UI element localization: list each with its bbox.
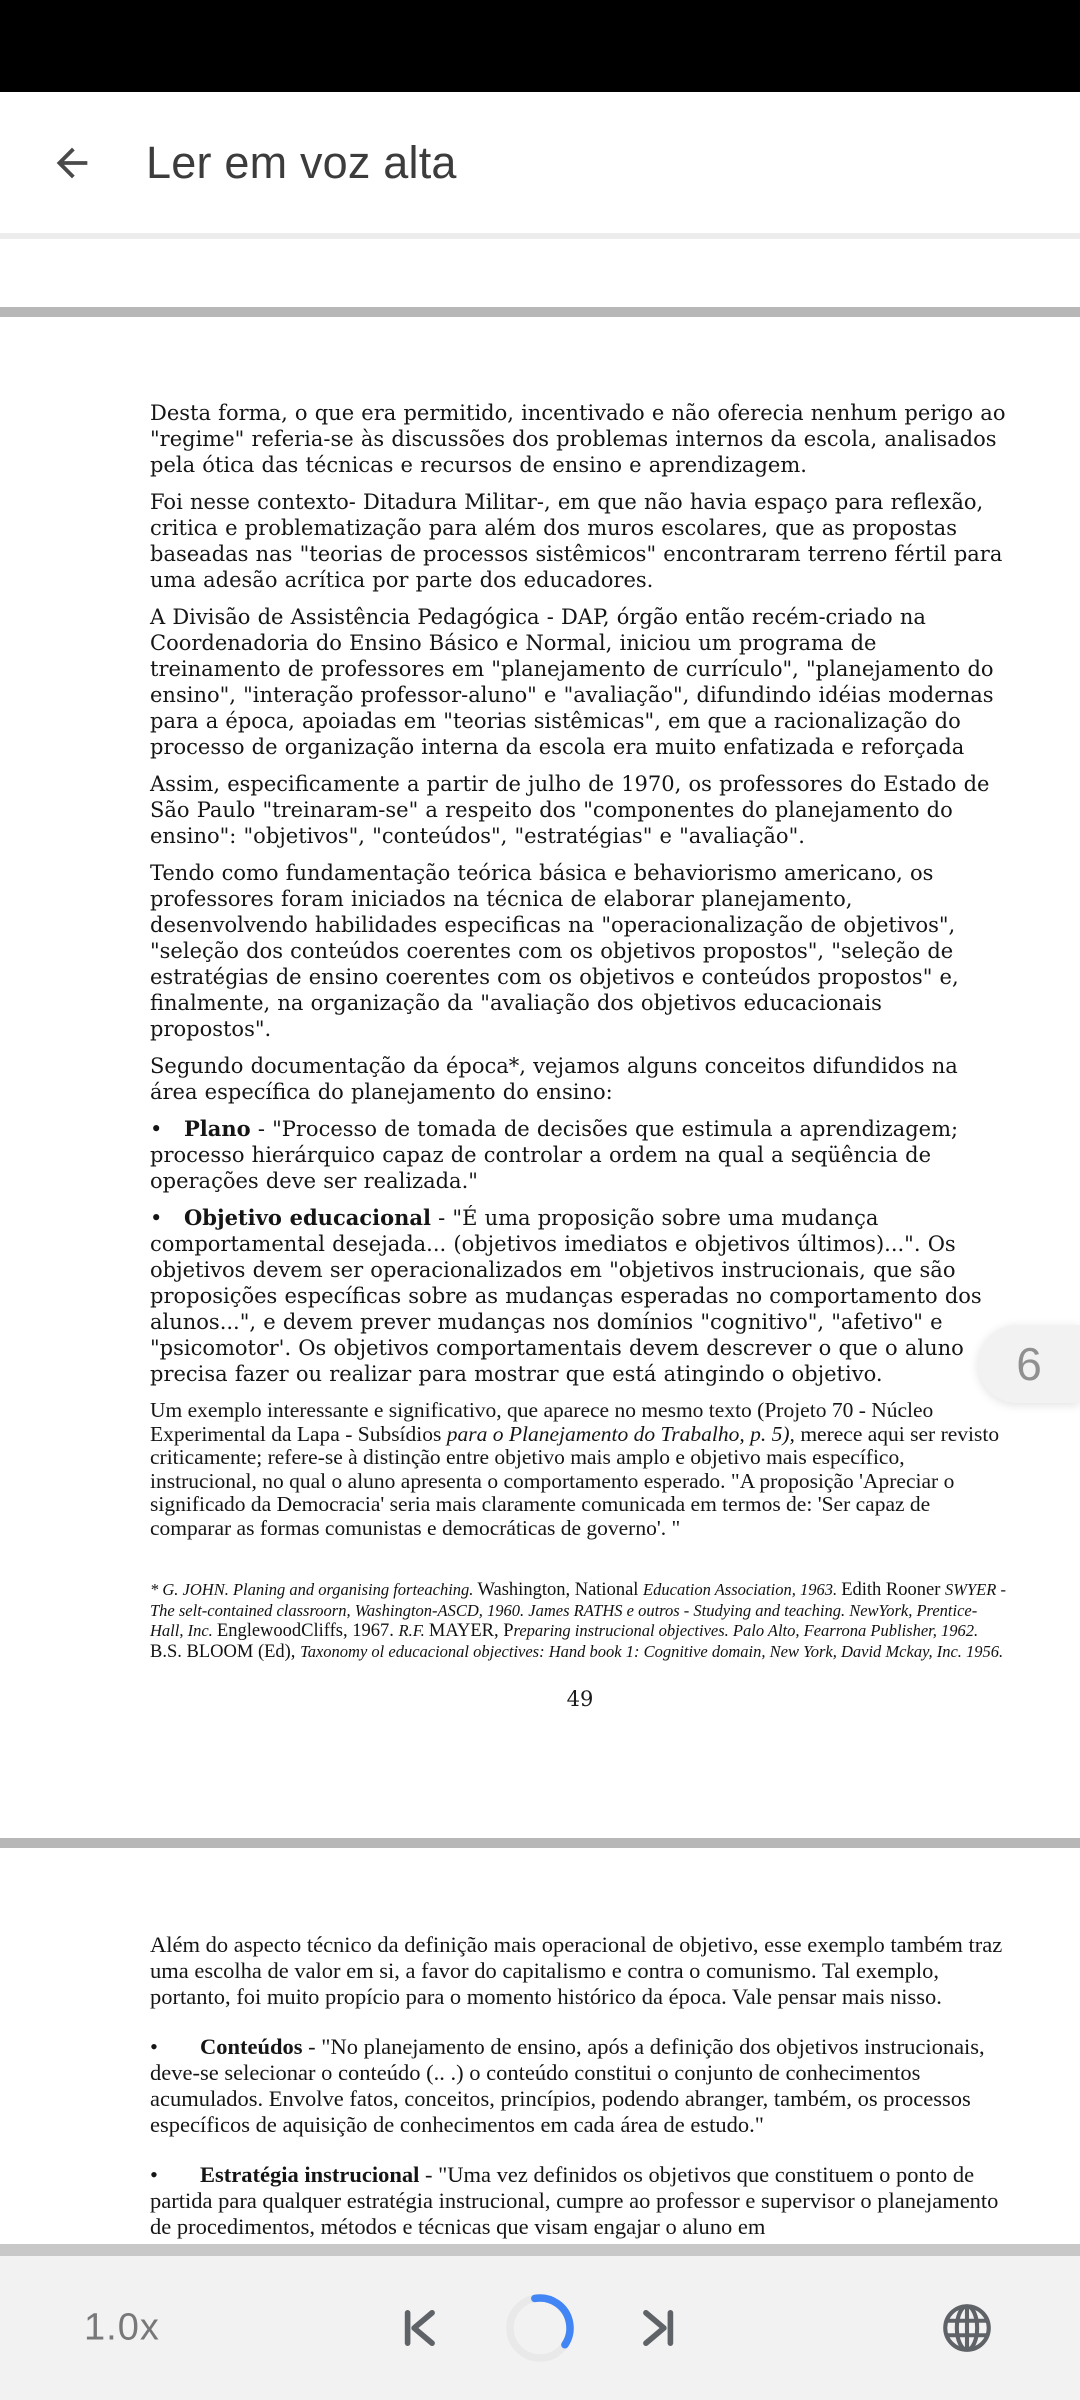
document-paragraph: [150, 860, 1010, 1042]
globe-icon: [938, 2299, 996, 2357]
text-run: Taxonomy ol educacional objectives: Hand book 1: Cognitive domain, New York, David Mckay, Inc. 1956.: [300, 1641, 1004, 1661]
back-button[interactable]: [44, 135, 100, 191]
play-pause-loading-button[interactable]: [502, 2290, 578, 2366]
document-bullet: [150, 2034, 1010, 2138]
document-bullet: [150, 1116, 1010, 1194]
text-run: para o Planejamento do Trabalho, p. 5),: [446, 1421, 795, 1446]
footnote: [150, 1580, 1010, 1662]
loading-spinner-icon: [502, 2290, 578, 2366]
player-controls: [0, 2256, 1080, 2400]
text-run: - "É uma proposição sobre uma mudança comportamental desejada... (objetivos imediatos e objetivos últimos)...". Os objetivos devem ser operacionalizados em "objetivos instrucionais, que são proposições específicas sobre as mudanças esperadas no comportamento dos alunos...", e devem prever mudanças nos domínios "cognitivo", "afetivo" e "psicomotor'. Os objetivos comportamentais devem descrever o que o aluno precisa fazer ou realizar para mostrar que está atingindo o objetivo.: [150, 1206, 982, 1386]
text-run: reparing instrucional objectives. Palo Alto, Fearrona Publisher, 1962.: [513, 1621, 979, 1640]
text-run: Um exemplo interessante e significativo, que aparece no mesmo texto (Projeto 70 - Núcleo Experimental da Lapa - Subsídios: [150, 1398, 934, 1446]
page-2-content: [150, 1932, 1010, 2240]
text-run: Education Association, 1963.: [643, 1580, 842, 1599]
document-paragraph: [150, 489, 1010, 593]
status-bar: [0, 0, 1080, 92]
player-bar: [0, 2244, 1080, 2400]
text-run: •: [150, 1117, 163, 1141]
text-run: - "Uma vez definidos os objetivos que constituem o ponto de partida para qualquer estratégia instrucional, cumpre ao professor e supervisor o planejamento de procedimentos, métodos e técnicas que visam engajar o aluno em: [150, 2162, 999, 2239]
skip-previous-button[interactable]: [392, 2302, 444, 2354]
text-run: Plano: [184, 1116, 251, 1141]
document-paragraph: [150, 400, 1010, 478]
page-separator-top: [0, 307, 1080, 317]
skip-previous-icon: [392, 2302, 444, 2354]
text-run: Desta forma, o que era permitido, incentivado e não oferecia nenhum perigo ao "regime" referia-se às discussões dos problemas internos da escola, analisados pela ótica das técnicas e recursos de ensino e aprendizagem.: [150, 401, 1006, 477]
text-run: •: [150, 2034, 158, 2059]
text-run: Segundo documentação da época*, vejamos alguns conceitos difundidos na área específica do planejamento do ensino:: [150, 1054, 958, 1104]
text-run: Foi nesse contexto- Ditadura Militar-, em que não havia espaço para reflexão, critica e problematização para além dos muros escolares, que as propostas baseadas nas "teorias de processos sistêmicos" encontraram terreno fértil para uma adesão acrítica por parte dos educadores.: [150, 490, 1003, 592]
language-button[interactable]: [938, 2299, 996, 2357]
text-run: Objetivo educacional: [184, 1205, 431, 1230]
text-run: R.F.: [398, 1621, 429, 1640]
text-run: Edith Rooner: [841, 1580, 945, 1600]
page-number: 49: [566, 1687, 594, 1711]
document-paragraph: [150, 1932, 1010, 2010]
text-run: A Divisão de Assistência Pedagógica - DAP, órgão então recém-criado na Coordenadoria do Ensino Básico e Normal, iniciou um programa de treinamento de professores em "planejamento de currículo", "planejamento do ensino", "interação professor-aluno" e "avaliação", difundindo idéias modernas para a época, apoiadas em "teorias sistêmicas", em que a racionalização do processo de organização interna da escola era muito enfatizada e reforçada: [150, 605, 994, 759]
page-separator-between: [0, 1838, 1080, 1848]
text-run: - "No planejamento de ensino, após a definição dos objetivos instrucionais, deve-se selecionar o conteúdo (.. .) o conteúdo constitui o conjunto de conhecimentos acumulados. Envolve fatos, conceitos, princípios, podendo abranger, também, os processos específicos de aquisição de conhecimentos em cada área de estudo.": [150, 2034, 985, 2137]
text-run: Tendo como fundamentação teórica básica e behaviorismo americano, os professores foram iniciados na técnica de elaborar planejamento, desenvolvendo habilidades especificas na "operacionalização de objetivos", "seleção dos conteúdos coerentes com os objetivos propostos", "seleção de estratégias de ensino coerentes com os objetivos e conteúdos propostos" e, finalmente, na organização da "avaliação dos objetivos educacionais propostos".: [150, 861, 959, 1041]
skip-next-button[interactable]: [634, 2302, 686, 2354]
skip-next-icon: [634, 2302, 686, 2354]
text-run: - "Processo de tomada de decisões que estimula a aprendizagem; processo hierárquico capaz de controlar a ordem na qual a seqüência de operações deve ser realizada.": [150, 1117, 959, 1193]
text-run: B.S. BLOOM (Ed),: [150, 1641, 301, 1662]
text-run: Estratégia instrucional: [200, 2162, 420, 2187]
text-run: Assim, especificamente a partir de julho de 1970, os professores do Estado de São Paulo "treinaram-se" a respeito dos "componentes do planejamento do ensino": "objetivos", "conteúdos", "estratégias" e "avaliação".: [150, 772, 990, 848]
text-run: Washington, National: [477, 1580, 644, 1600]
document-paragraph: [150, 771, 1010, 849]
document-bullet: [150, 1205, 1010, 1387]
text-run: MAYER, P: [428, 1621, 514, 1641]
text-run: * G. JOHN. Planing and organising forteaching.: [150, 1580, 478, 1599]
text-run: SWYER -The selt-contained classroorn, Washington-ASCD, 1960. James RATHS e outros - Studying and teaching. NewYork, Prentice-Hall, Inc.: [150, 1580, 1006, 1640]
arrow-back-icon: [49, 140, 95, 186]
text-run: Conteúdos: [200, 2034, 303, 2059]
document-paragraph: [150, 604, 1010, 760]
app-header: [0, 92, 1080, 233]
fast-scroll-page-value: 6: [1016, 1338, 1042, 1390]
page-1-content: [150, 400, 1010, 1662]
fast-scroll-page-badge[interactable]: [978, 1325, 1080, 1403]
text-run: •: [150, 1206, 163, 1230]
document-page-49: [0, 317, 1080, 1838]
document-bullet: [150, 2162, 1010, 2240]
document-paragraph: [150, 1053, 1010, 1105]
document-paragraph: [150, 1399, 1010, 1540]
text-run: •: [150, 2162, 158, 2187]
content-top-gap: [0, 239, 1080, 307]
player-bar-top-edge: [0, 2244, 1080, 2256]
playback-speed-button[interactable]: 1.0x: [84, 2306, 160, 2349]
text-run: Além do aspecto técnico da definição mais operacional de objetivo, esse exemplo também traz uma escolha de valor em si, a favor do capitalismo e contra o comunismo. Tal exemplo, portanto, foi muito propício para o momento histórico da época. Vale pensar mais nisso.: [150, 1932, 1003, 2009]
text-run: merece aqui ser revisto criticamente; refere-se à distinção entre objetivo mais amplo e objetivo mais específico, instrucional, no qual o aluno apresenta o comportamento esperado. "A proposição 'Apreciar o significado da Democracia' seria mais claramente comunicada em termos de: 'Ser capaz de comparar as formas comunistas e democráticas de governo'. ": [150, 1421, 1000, 1540]
page-title: Ler em voz alta: [146, 136, 457, 188]
text-run: EnglewoodCliffs, 1967.: [216, 1621, 399, 1641]
